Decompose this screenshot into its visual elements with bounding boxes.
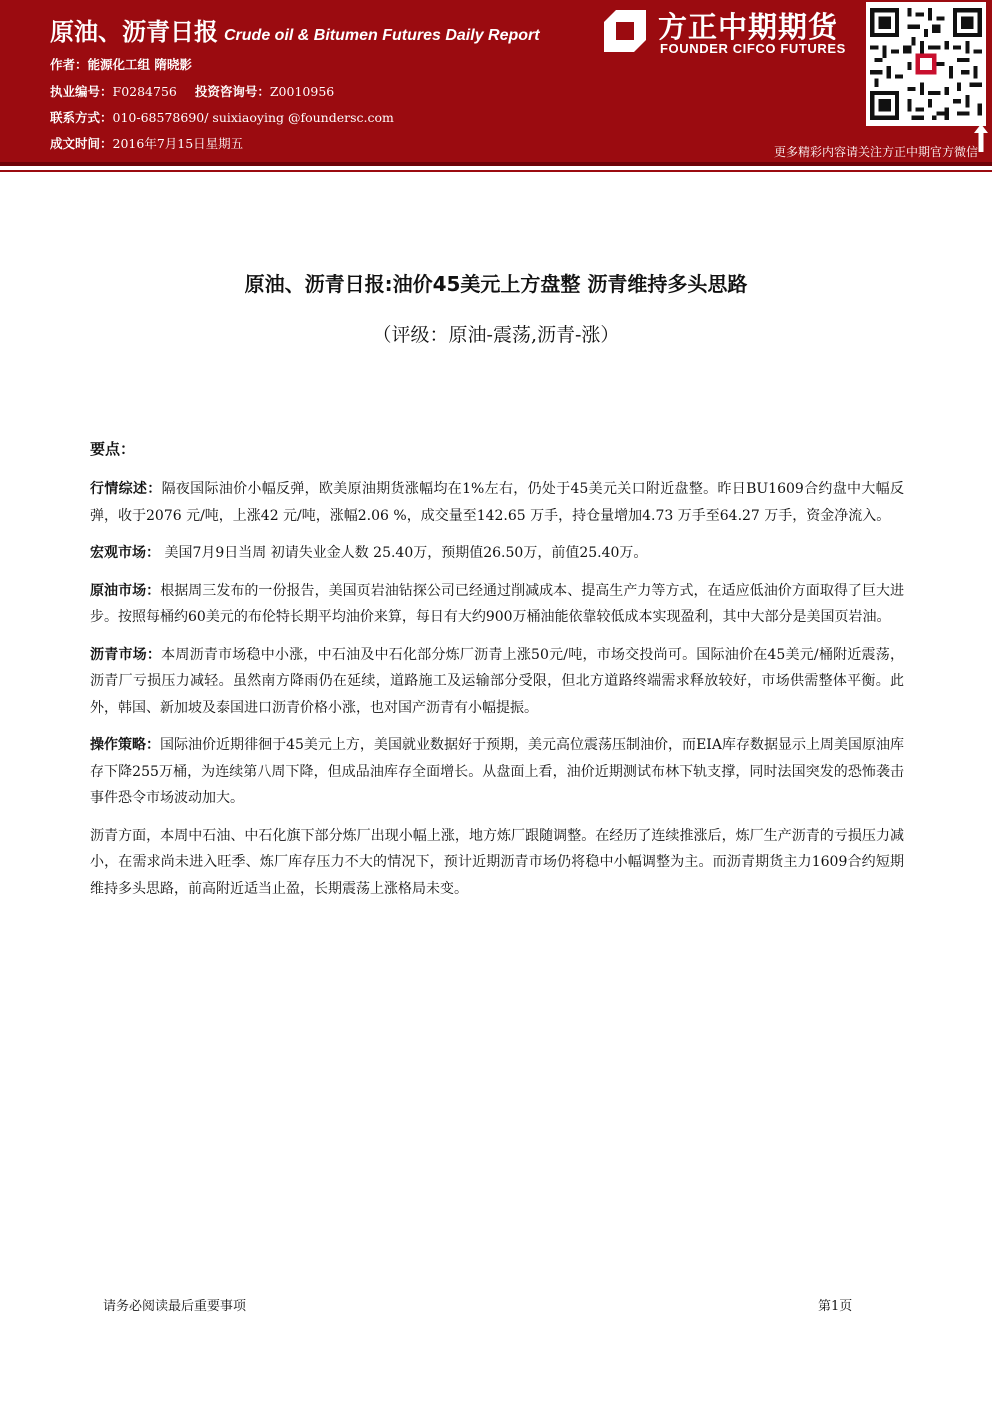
bitumen-market-paragraph xyxy=(90,642,904,722)
paragraph-text: 隔夜国际油价小幅反弹，欧美原油期货涨幅均在1%左右，仍处于45美元关口附近盘整。昨日BU1609合约盘中大幅反弹，收于2076 元/吨，上涨42 元/吨，涨幅2.06 %，成交量至142.65 万手，持仓量增加4.73 万手至64.27 万手，资金净流入。 xyxy=(90,481,904,524)
report-body xyxy=(90,438,904,913)
bitumen-outlook-paragraph xyxy=(90,823,904,903)
report-series-title-en: Crude oil & Bitumen Futures Daily Report xyxy=(224,27,540,44)
paragraph-text: 国际油价近期徘徊于45美元上方，美国就业数据好于预期，美元高位震荡压制油价，而EIA库存数据显示上周美国原油库存下降255万桶，为连续第八周下降，但成品油库存全面增长。从盘面上看，油价近期测试布林下轨支撑，同时法国突发的恐怖袭击事件恐令市场波动加大。 xyxy=(90,737,905,806)
consult-label: 投资咨询号： xyxy=(194,84,270,99)
company-logo xyxy=(602,8,864,60)
follow-wechat-text: 更多精彩内容请关注方正中期官方微信 xyxy=(773,145,978,159)
market-overview-paragraph xyxy=(90,476,904,529)
paragraph-text: 本周沥青市场稳中小涨，中石油及中石化部分炼厂沥青上涨50元/吨，市场交投尚可。国际油价在45美元/桶附近震荡，沥青厂亏损压力减轻。虽然南方降雨仍在延续，道路施工及运输部分受限，但北方道路终端需求释放较好，市场供需整体平衡。此外，韩国、新加坡及泰国进口沥青价格小涨，也对国产沥青有小幅提振。 xyxy=(90,646,905,716)
contact-label: 联系方式： xyxy=(50,110,113,125)
paragraph-label: 宏观市场： xyxy=(90,545,160,561)
report-series-title-cn: 原油、沥青日报 xyxy=(50,18,218,46)
date-label: 成文时间： xyxy=(50,136,113,151)
paragraph-text: 根据周三发布的一份报告，美国页岩油钻探公司已经通过削减成本、提高生产力等方式，在适应低油价方面取得了巨大进步。按照每桶约60美元的布伦特长期平均油价来算，每日有大约900万桶油能依靠较低成本实现盈利，其中大部分是美国页岩油。 xyxy=(90,582,905,625)
page-number: 第1页 xyxy=(818,1299,853,1314)
date-line xyxy=(50,134,243,152)
keypoints-heading: 要点： xyxy=(90,440,136,458)
contact-value[interactable]: 010-68578690/ suixiaoying @foundersc.com xyxy=(112,110,394,125)
consult-value: Z0010956 xyxy=(269,84,335,99)
paragraph-text: 美国7月9日当周 初请失业金人数 25.40万，预期值26.50万，前值25.40万。 xyxy=(160,545,648,561)
logo-text-en: FOUNDER CIFCO FUTURES xyxy=(660,41,846,56)
footer-notice: 请务必阅读最后重要事项 xyxy=(103,1299,247,1314)
paragraph-label: 沥青市场： xyxy=(90,646,162,663)
logo-text-cn: 方正中期期货 xyxy=(658,10,839,44)
wechat-qr-code xyxy=(866,2,986,126)
paragraph-label: 行情综述： xyxy=(90,481,162,497)
license-line xyxy=(50,82,334,100)
crude-market-paragraph xyxy=(90,578,904,631)
paragraph-label: 原油市场： xyxy=(90,582,161,599)
author-line xyxy=(50,55,192,73)
date-value: 2016年7月15日星期五 xyxy=(112,136,244,151)
report-series-title xyxy=(50,12,540,47)
header-divider xyxy=(0,162,992,166)
logo-mark-icon xyxy=(602,8,648,54)
macro-market-paragraph xyxy=(90,540,904,567)
author-value: 能源化工组 隋晓影 xyxy=(87,57,192,72)
paragraph-label: 操作策略： xyxy=(90,737,161,753)
paragraph-text: 沥青方面，本周中石油、中石化旗下部分炼厂出现小幅上涨，地方炼厂跟随调整。在经历了连续推涨后，炼厂生产沥青的亏损压力减小，在需求尚未进入旺季、炼厂库存压力不大的情况下，预计近期沥青市场仍将稳中小幅调整为主。而沥青期货主力1609合约短期维持多头思路，前高附近适当止盈，长期震荡上涨格局未变。 xyxy=(90,827,904,897)
page-title: 原油、沥青日报:油价45美元上方盘整 沥青维持多头思路 xyxy=(244,272,748,296)
author-label: 作者： xyxy=(50,57,88,72)
license-value: F0284756 xyxy=(112,84,177,99)
report-header xyxy=(0,0,992,162)
strategy-paragraph xyxy=(90,732,904,812)
header-divider-thin xyxy=(0,170,992,172)
license-label: 执业编号： xyxy=(50,84,113,99)
rating-line: （评级：原油-震荡,沥青-涨） xyxy=(372,324,620,346)
contact-line xyxy=(50,108,394,126)
